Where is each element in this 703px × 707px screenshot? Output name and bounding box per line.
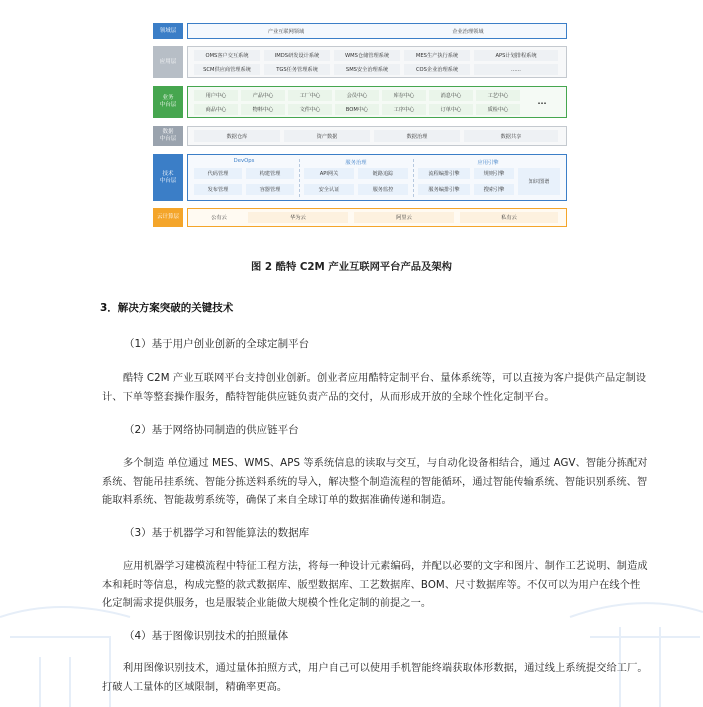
center-product: 产品中心: [241, 90, 285, 101]
devops-group-title: DevOps: [233, 158, 255, 164]
tech-middle-layer: [153, 154, 567, 201]
tech-layer-label: 技术 中台层: [153, 154, 183, 201]
app-system-mes: MES生产执行系统: [404, 50, 470, 61]
subsection-body-4: 利用图像识别技术，通过量体拍照方式，用户自己可以使用手机智能终端获取体形数据，通过线上系统提交给工厂。打破人工量体的区域限制，精确率更高。: [102, 663, 648, 693]
subsection-body-2: 多个制造 单位通过 MES、WMS、APS 等系统信息的读取与交互，与自动化设备相结合，通过 AGV、智能分拣配对系统、智能吊挂系统、智能分拣送料系统的导入，解决整个制造流程的智能循环，通过智能传输系统、智能识别系统、智能取料系统、智能裁剪系统等，确保了来自全球订单的数据准确传递和制造。: [102, 458, 648, 506]
app-system-cos: COS企业治理系统: [404, 64, 470, 75]
engine-flow-orchestration: 流程编排引擎: [418, 168, 470, 179]
app-system-scm: SCM供应商管理系统: [194, 64, 260, 75]
app-system-aps: APS计划排程系统: [474, 50, 558, 61]
center-factory: 工厂中心: [288, 90, 332, 101]
app-system-tgs: TGS任务管理系统: [264, 64, 330, 75]
service-governance-group-title: 服务治理: [345, 160, 367, 166]
business-middle-layer: [153, 86, 567, 118]
data-layer-label: 数据 中台层: [153, 126, 183, 146]
devops-release-management: 发布管理: [194, 184, 242, 195]
domain-layer: [153, 23, 567, 39]
subsection-heading-1: （1）基于用户创业创新的全球定制平台: [124, 338, 310, 350]
center-member: 会员中心: [335, 90, 379, 101]
business-layer-label: 业务 中台层: [153, 86, 183, 118]
engine-knowledge-graph: 知识图谱: [518, 168, 560, 195]
app-engine-group-title: 应用引擎: [477, 160, 499, 166]
engine-service-orchestration: 服务编排引擎: [418, 184, 470, 195]
data-middle-layer: [153, 126, 567, 146]
cloud-private: 私有云: [460, 212, 558, 223]
domain-item-industrial-internet: 产业互联网领域: [267, 28, 305, 35]
center-material: 物料中心: [241, 104, 285, 115]
service-auth: 安全认证: [304, 184, 354, 195]
data-assets: 资产数据: [284, 130, 370, 142]
application-layer: [153, 46, 567, 78]
subsection-heading-2: （2）基于网络协同制造的供应链平台: [124, 424, 299, 436]
cloud-layer-label: 云计算层: [153, 208, 183, 227]
center-order: 订单中心: [429, 104, 473, 115]
engine-rules: 规则引擎: [474, 168, 514, 179]
domain-item-enterprise-governance: 企业治理领域: [452, 28, 484, 35]
center-goods: 商品中心: [194, 104, 238, 115]
subsection-body-3: 应用机器学习建模流程中特征工程方法，将每一种设计元素编码，并配以必要的文字和图片、制作工艺说明、制造成本和耗时等信息，构成完整的款式数据库、版型数据库、工艺数据库、BOM、尺寸数据库等。不仅可以为用户在线个性化定制需求提供服务，也是服装企业能做大规模个性化定制的前提之一。: [102, 561, 648, 609]
center-process: 工艺中心: [476, 90, 520, 101]
cloud-public: 公有云: [211, 215, 227, 221]
devops-container-management: 容器管理: [246, 184, 294, 195]
center-inventory: 库存中心: [382, 90, 426, 101]
service-monitoring: 服务监控: [358, 184, 408, 195]
data-governance: 数据治理: [374, 130, 460, 142]
cloud-layer: [153, 208, 567, 227]
group-divider: [413, 159, 414, 197]
app-system-sms: SMS安全治理系统: [334, 64, 400, 75]
service-tracing: 链路追踪: [358, 168, 408, 179]
data-sharing: 数据共享: [464, 130, 558, 142]
app-system-wms: WMS仓储管理系统: [334, 50, 400, 61]
center-file: 文件中心: [288, 104, 332, 115]
subsection-heading-3: （3）基于机器学习和智能算法的数据库: [124, 527, 310, 539]
center-message: 消息中心: [429, 90, 473, 101]
center-bom: BOM中心: [335, 104, 379, 115]
figure-caption: 图 2 酷特 C2M 产业互联网平台产品及架构: [251, 261, 452, 273]
data-warehouse: 数据仓库: [194, 130, 280, 142]
domain-layer-label: 领域层: [153, 23, 183, 39]
group-divider: [299, 159, 300, 197]
center-user: 用户中心: [194, 90, 238, 101]
app-system-oms: OMS客户交互系统: [194, 50, 260, 61]
app-system-more: ......: [474, 64, 558, 75]
app-system-imds: IMDS研发设计系统: [264, 50, 330, 61]
cloud-aliyun: 阿里云: [354, 212, 454, 223]
cloud-huawei: 华为云: [248, 212, 348, 223]
center-operation: 工序中心: [382, 104, 426, 115]
application-layer-label: 应用层: [153, 46, 183, 78]
subsection-heading-4: （4）基于图像识别技术的拍照量体: [124, 630, 289, 642]
subsection-body-1: 酷特 C2M 产业互联网平台支持创业创新。创业者应用酷特定制平台、量体系统等，可以直接为客户提供产品定制设计、下单等整套操作服务，酷特智能供应链负责产品的交付，从而形成开放的全球个性化定制平台。: [102, 373, 647, 403]
devops-build-management: 构建管理: [246, 168, 294, 179]
center-quality: 质检中心: [476, 104, 520, 115]
devops-code-management: 代码管理: [194, 168, 242, 179]
section-title: 3．解决方案突破的关键技术: [100, 302, 234, 314]
business-more-ellipsis: ...: [537, 96, 547, 106]
service-api-gateway: API网关: [304, 168, 354, 179]
engine-search: 搜索引擎: [474, 184, 514, 195]
